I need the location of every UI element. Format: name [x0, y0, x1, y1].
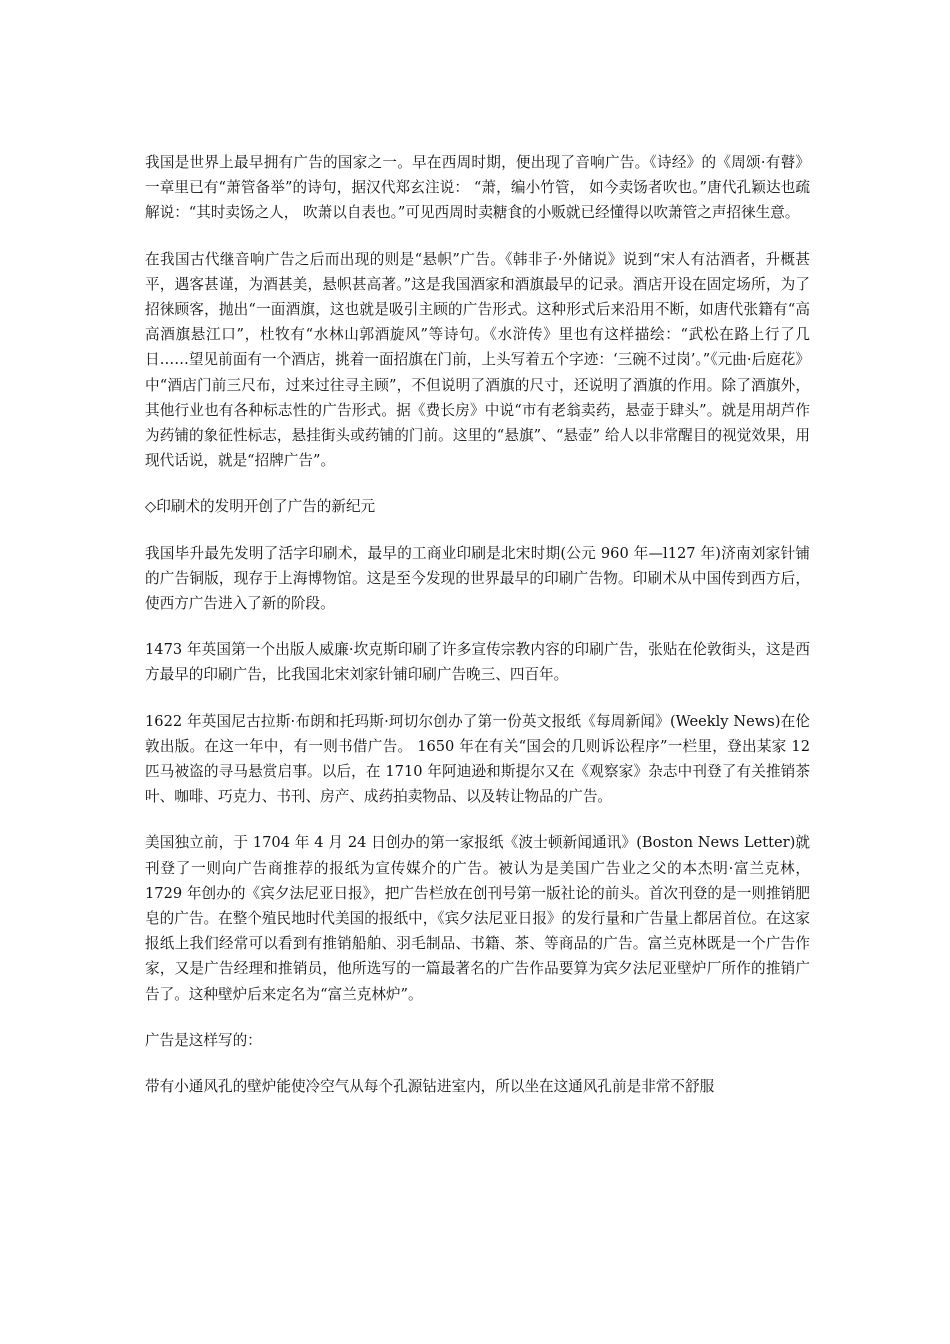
- section-heading-printing: ◇印刷术的发明开创了广告的新纪元: [145, 498, 376, 516]
- paragraph-ad-intro: 广告是这样写的：: [145, 1031, 262, 1049]
- paragraph-caxton-1473: 1473 年英国第一个出版人威廉·坎克斯印刷了许多宣传宗教内容的印刷广告，张贴在伦敦街头，这是西方最早的印刷广告，比我国北宋刘家针铺印刷广告晚三、四百年。: [145, 641, 810, 684]
- paragraph-weekly-news-1622: 1622 年英国尼古拉斯·布朗和托玛斯·珂切尔创办了第一份英文报纸《每周新闻》(Weekly News)在伦敦出版。在这一年中，有一则书借广告。 1650 年在有关“国会的几则诉讼程序”一栏里，登出某家 12 匹马被盗的寻马悬赏启事。以后，在 1710 年阿迪逊和斯提尔又在《观察家》杂志中刊登了有关推销茶叶、咖啡、巧克力、书刊、房产、成药拍卖物品、以及转让物品的广告。: [145, 712, 810, 806]
- paragraph-acoustic-ads: 我国是世界上最早拥有广告的国家之一。早在西周时期，便出现了音响广告。《诗经》的《周颂·有瞽》一章里已有“萧管备举”的诗句，据汉代郑玄注说： “萧，编小竹管， 如今卖饧者吹也。”唐代孔颖达也疏解说：“其时卖饧之人， 吹萧以自表也。”可见西周时卖糖食的小贩就已经懂得以吹萧管之声招徕生意。: [145, 154, 810, 222]
- paragraph-movable-type: 我国毕升最先发明了活字印刷术，最早的工商业印刷是北宋时期(公元 960 年—l127 年)济南刘家针铺的广告铜版，现存于上海博物馆。这是至今发现的世界最早的印刷广告物。印刷术从中国传到西方后，使西方广告进入了新的阶段。: [145, 544, 810, 613]
- paragraph-ad-text: 带有小通风孔的壁炉能使冷空气从每个孔源钻进室内，所以坐在这通风孔前是非常不舒服: [145, 1078, 715, 1096]
- paragraph-banner-ads: 在我国古代继音响广告之后而出现的则是“悬帜”广告。《韩非子·外储说》说到“宋人有沽酒者，升概甚平，遇客甚谨，为酒甚美，悬帜甚高著。”这是我国酒家和酒旗最早的记录。酒店开设在固定场所，为了招徕顾客，抛出“一面酒旗，这也就是吸引主顾的广告形式。这种形式后来沿用不断，如唐代张籍有“高高酒旗悬江口”，杜牧有“水林山郭酒旋风”等诗句。《水浒传》里也有这样描绘：“武松在路上行了几日……望见前面有一个酒店，挑着一面招旗在门前，上头写着五个字迹：‘三碗不过岗’。”《元曲·后庭花》中“酒店门前三尺布，过来过往寻主顾”，不但说明了酒旗的尺寸，还说明了酒旗的作用。除了酒旗外，其他行业也有各种标志性的广告形式。据《费长房》中说“市有老翁卖药，悬壶于肆头”。就是用胡芦作为药铺的象征性标志，悬挂街头或药铺的门前。这里的“悬旗”、“悬壶” 给人以非常醒目的视觉效果，用现代话说，就是“招牌广告”。: [145, 250, 811, 470]
- paragraph-boston-news-letter: 美国独立前，于 1704 年 4 月 24 日创办的第一家报纸《波士顿新闻通讯》(Boston News Letter)就刊登了一则向广告商推荐的报纸为宣传媒介的广告。被认为是美国广告业之父的本杰明·富兰克林， 1729 年创办的《宾夕法尼亚日报》，把广告栏放在创刊号第一版社论的前头。首次刊登的是一则推销肥皂的广告。在整个殖民地时代美国的报纸中，《宾夕法尼亚日报》的发行量和广告量上都居首位。在这家报纸上我们经常可以看到有推销船舶、羽毛制品、书籍、茶、等商品的广告。富兰克林既是一个广告作家，又是广告经理和推销员，他所选写的一篇最著名的广告作品要算为宾夕法尼亚壁炉厂所作的推销广告了。这种壁炉后来定名为“富兰克林炉”。: [145, 834, 810, 1003]
- document-body: [145, 150, 810, 1120]
